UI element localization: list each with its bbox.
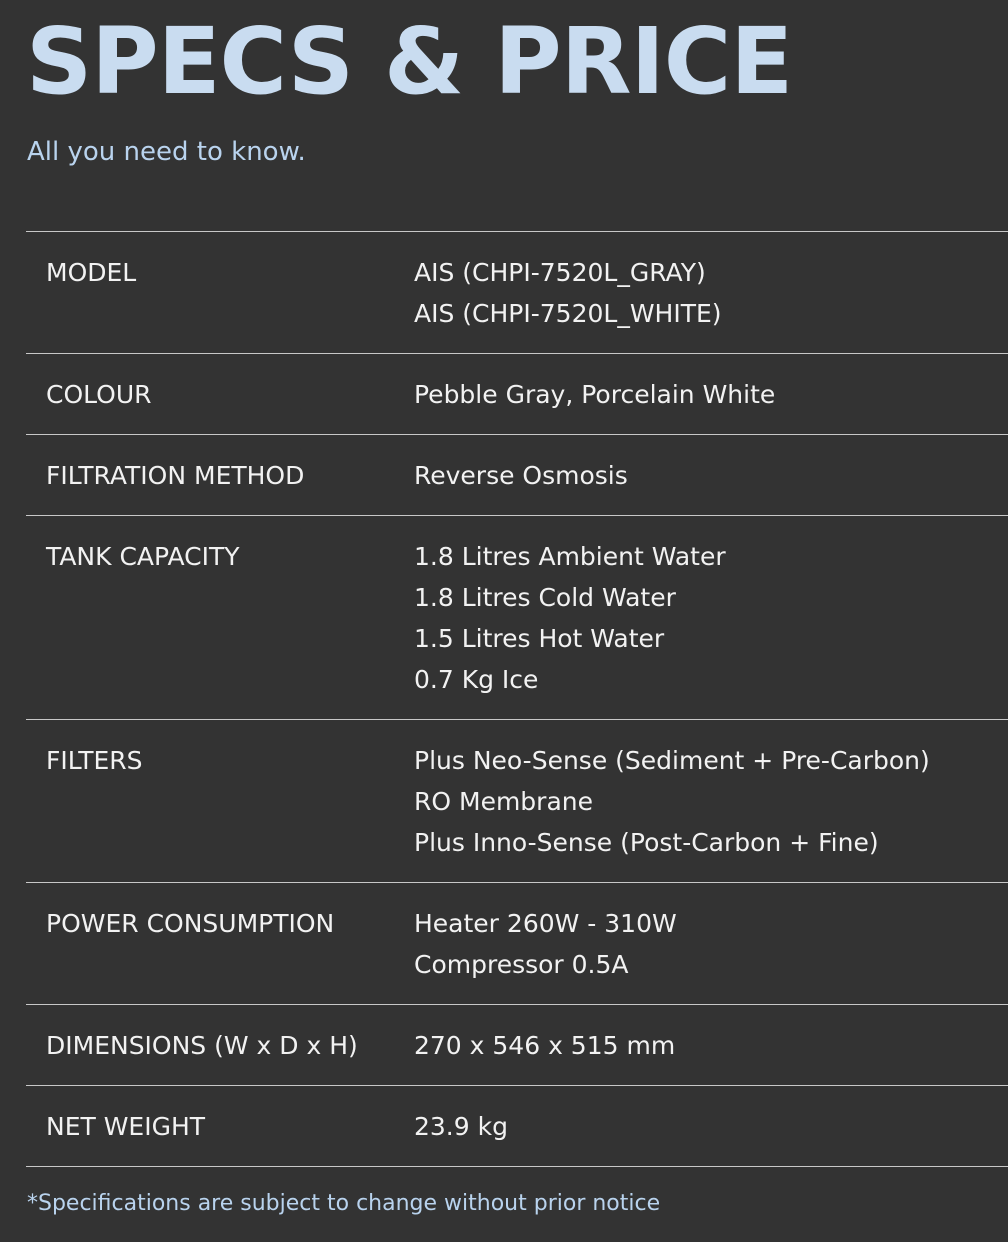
spec-label: DIMENSIONS (W x D x H) bbox=[46, 1031, 358, 1060]
spec-label: NET WEIGHT bbox=[46, 1112, 206, 1141]
spec-label: FILTERS bbox=[46, 746, 143, 775]
spec-label: TANK CAPACITY bbox=[46, 542, 240, 571]
spec-row bbox=[26, 232, 1008, 354]
page-subtitle: All you need to know. bbox=[27, 137, 306, 167]
spec-label: POWER CONSUMPTION bbox=[46, 909, 335, 938]
spec-table bbox=[26, 231, 1008, 1167]
spec-value: 0.7 Kg Ice bbox=[414, 665, 539, 694]
spec-value: Heater 260W - 310W bbox=[414, 909, 677, 938]
spec-values bbox=[414, 1106, 1008, 1147]
footnote: *Specifications are subject to change without prior notice bbox=[27, 1191, 661, 1216]
spec-row bbox=[26, 883, 1008, 1005]
spec-row bbox=[26, 435, 1008, 516]
spec-value: 1.8 Litres Ambient Water bbox=[414, 542, 726, 571]
spec-value: RO Membrane bbox=[414, 787, 593, 816]
spec-values bbox=[414, 903, 1008, 985]
spec-value: AIS (CHPI-7520L_WHITE) bbox=[414, 299, 722, 328]
spec-value: 1.8 Litres Cold Water bbox=[414, 583, 676, 612]
spec-value: Plus Neo-Sense (Sediment + Pre-Carbon) bbox=[414, 746, 930, 775]
spec-value: Compressor 0.5A bbox=[414, 950, 629, 979]
page-title: SPECS & PRICE bbox=[26, 8, 793, 115]
spec-row bbox=[26, 1086, 1008, 1167]
spec-values bbox=[414, 455, 1008, 496]
spec-value: Plus Inno-Sense (Post-Carbon + Fine) bbox=[414, 828, 879, 857]
spec-values bbox=[414, 374, 1008, 415]
spec-values bbox=[414, 1025, 1008, 1066]
spec-row bbox=[26, 1005, 1008, 1086]
spec-value: AIS (CHPI-7520L_GRAY) bbox=[414, 258, 706, 287]
spec-label: MODEL bbox=[46, 258, 137, 287]
spec-values bbox=[414, 252, 1008, 334]
spec-value: Pebble Gray, Porcelain White bbox=[414, 380, 776, 409]
spec-values bbox=[414, 536, 1008, 700]
spec-label: COLOUR bbox=[46, 380, 152, 409]
spec-value: Reverse Osmosis bbox=[414, 461, 628, 490]
spec-value: 270 x 546 x 515 mm bbox=[414, 1031, 676, 1060]
spec-value: 23.9 kg bbox=[414, 1112, 508, 1141]
spec-row bbox=[26, 516, 1008, 720]
spec-row bbox=[26, 720, 1008, 883]
spec-values bbox=[414, 740, 1008, 863]
spec-value: 1.5 Litres Hot Water bbox=[414, 624, 665, 653]
spec-label: FILTRATION METHOD bbox=[46, 461, 305, 490]
spec-row bbox=[26, 354, 1008, 435]
